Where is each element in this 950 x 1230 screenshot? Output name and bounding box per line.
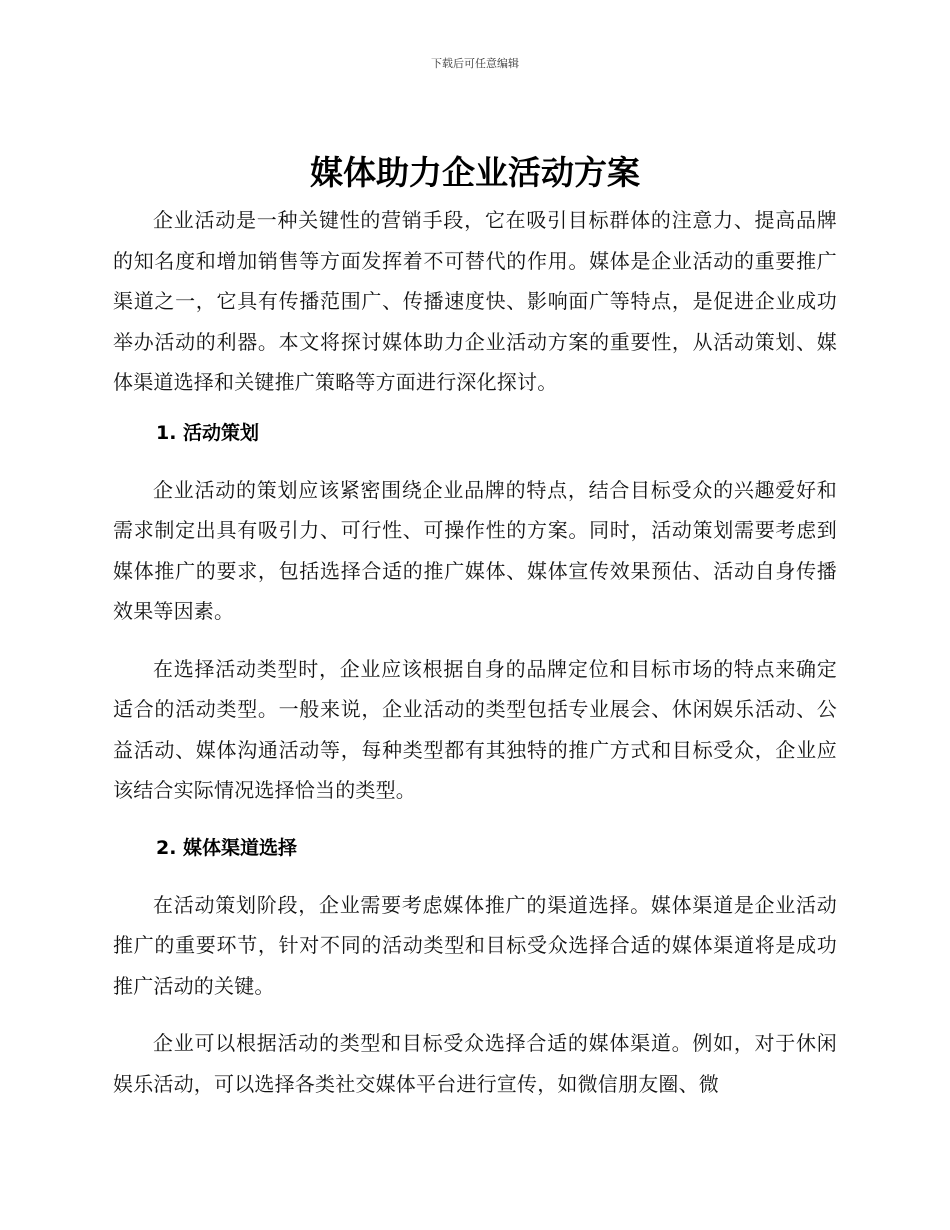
intro-paragraph: 企业活动是一种关键性的营销手段，它在吸引目标群体的注意力、提高品牌的知名度和增加销售等方面发挥着不可替代的作用。媒体是企业活动的重要推广渠道之一，它具有传播范围广、传播速度快、影响面广等特点，是促进企业成功举办活动的利器。本文将探讨媒体助力企业活动方案的重要性，从活动策划、媒体渠道选择和关键推广策略等方面进行深化探讨。 <box>113 208 837 394</box>
document-body <box>113 200 837 1121</box>
paragraph-planning-1: 企业活动的策划应该紧密围绕企业品牌的特点，结合目标受众的兴趣爱好和需求制定出具有吸引力、可行性、可操作性的方案。同时，活动策划需要考虑到媒体推广的要求，包括选择合适的推广媒体、媒体宣传效果预估、活动自身传播效果等因素。 <box>113 477 837 623</box>
section-heading-media-channel: 2. 媒体渠道选择 <box>156 836 298 859</box>
document-title: 媒体助力企业活动方案 <box>310 153 640 192</box>
header-note: 下载后可任意编辑 <box>431 57 519 70</box>
paragraph-channel-2: 企业可以根据活动的类型和目标受众选择合适的媒体渠道。例如，对于休闲娱乐活动，可以选择各类社交媒体平台进行宣传，如微信朋友圈、微 <box>113 1031 837 1096</box>
paragraph-planning-2: 在选择活动类型时，企业应该根据自身的品牌定位和目标市场的特点来确定适合的活动类型。一般来说，企业活动的类型包括专业展会、休闲娱乐活动、公益活动、媒体沟通活动等，每种类型都有其独特的推广方式和目标受众，企业应该结合实际情况选择恰当的类型。 <box>113 656 837 802</box>
section-heading-activity-planning: 1. 活动策划 <box>156 421 260 444</box>
paragraph-channel-1: 在活动策划阶段，企业需要考虑媒体推广的渠道选择。媒体渠道是企业活动推广的重要环节，针对不同的活动类型和目标受众选择合适的媒体渠道将是成功推广活动的关键。 <box>113 892 837 998</box>
